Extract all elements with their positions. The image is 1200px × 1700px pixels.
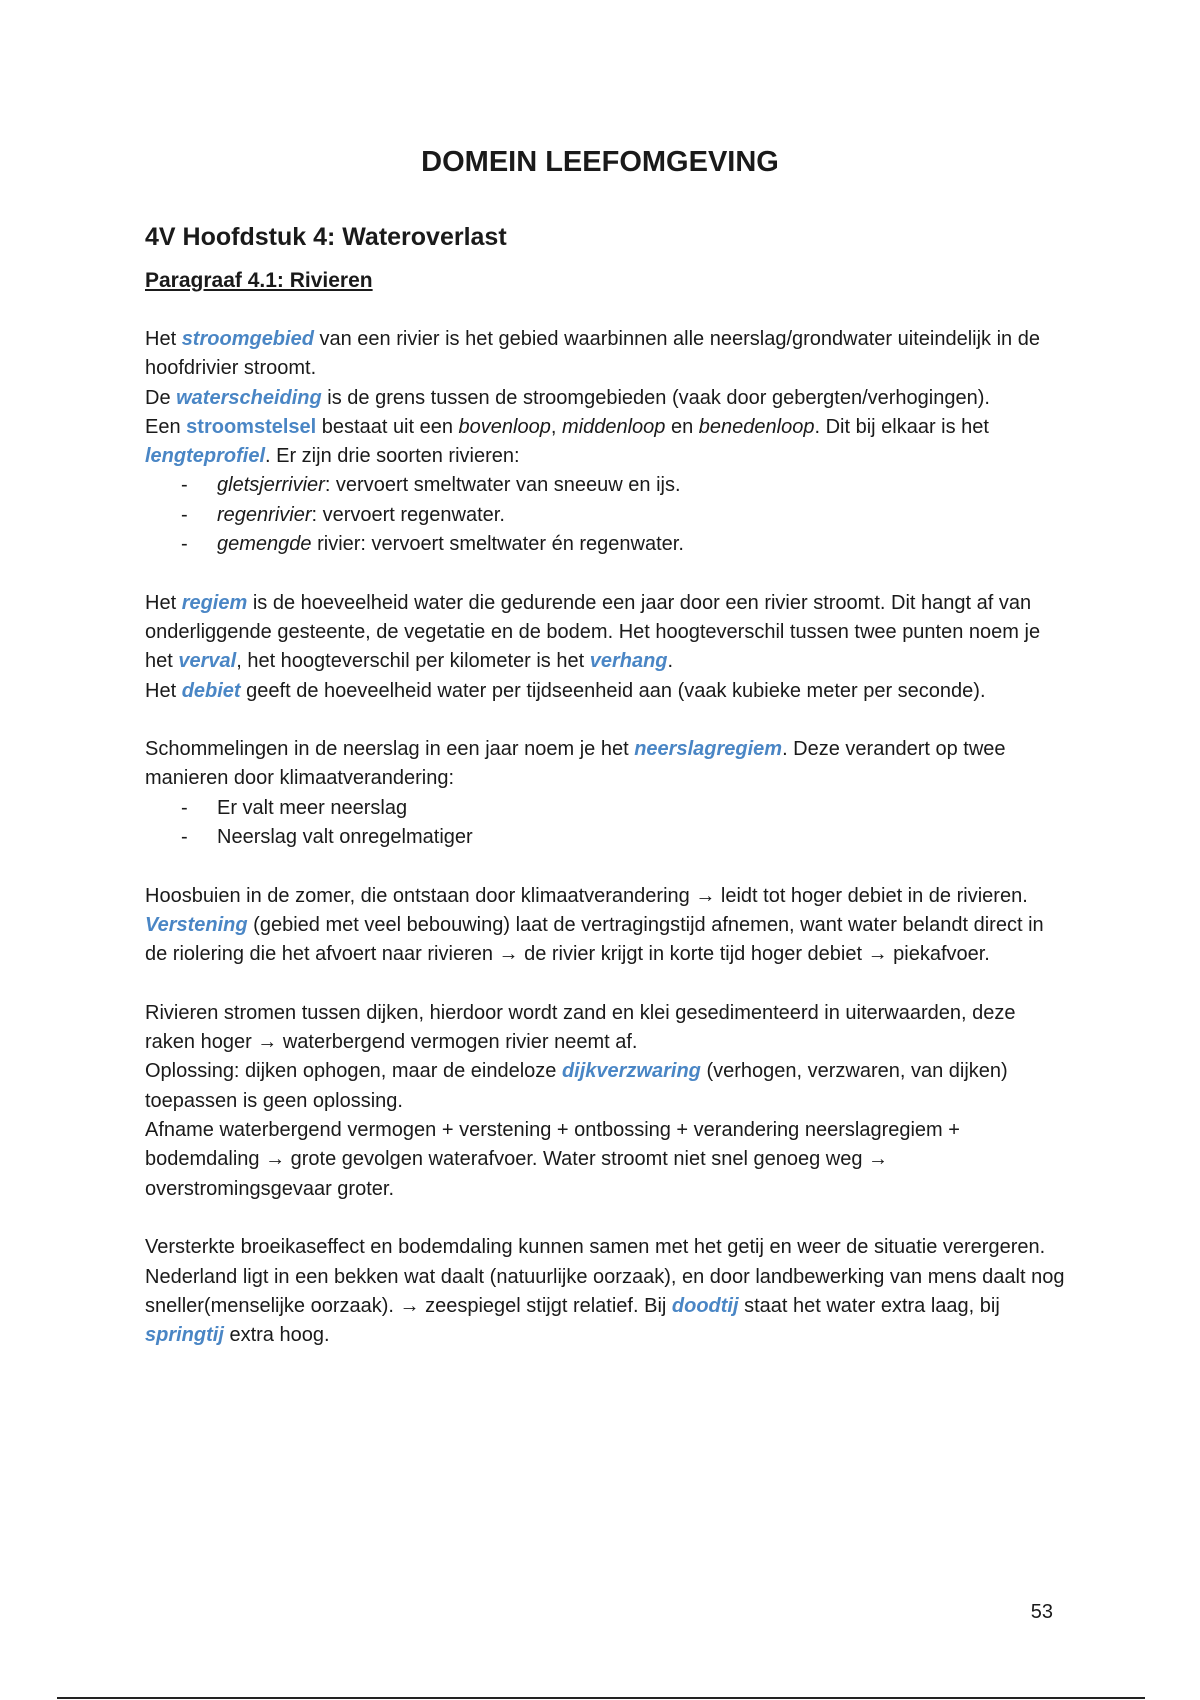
text: rivier: vervoert smeltwater én regenwater.: [311, 533, 684, 556]
text: Hoosbuien in de zomer, die ontstaan door klimaatverandering → leidt tot hoger debiet in de rivieren.: [145, 884, 1028, 907]
text: Oplossing: dijken ophogen, maar de eindeloze: [145, 1060, 562, 1083]
term-waterscheiding: waterscheiding: [176, 386, 322, 409]
paragraph-broeikaseffect: Versterkte broeikaseffect en bodemdaling kunnen samen met het getij en weer de situatie verergeren.: [145, 1236, 1046, 1259]
text: staat het water extra laag, bij: [738, 1294, 1000, 1317]
spacer: [145, 970, 1065, 999]
paragraph-regiem: [145, 589, 1065, 677]
emphasis: regenrivier: [217, 503, 312, 526]
text: .: [667, 650, 674, 673]
text: is de grens tussen de stroomgebieden (vaak door gebergten/verhogingen).: [321, 386, 990, 409]
emphasis: gemengde: [217, 533, 312, 556]
text: , het hoogteverschil per kilometer is het: [236, 650, 590, 673]
text: van een rivier is het gebied waarbinnen alle neerslag/grondwater uiteindelijk in de hoofdrivier stroomt.: [145, 328, 1040, 380]
text: bestaat uit een: [316, 415, 459, 438]
paragraph-getij: [145, 1263, 1065, 1351]
text: . Deze verandert op twee manieren door klimaatverandering:: [145, 738, 1006, 790]
term-neerslagregiem: neerslagregiem: [634, 738, 783, 761]
term-springtij: springtij: [145, 1324, 224, 1347]
page-number: 53: [1030, 1601, 1053, 1623]
chapter-title: 4V Hoofdstuk 4: Wateroverlast: [145, 223, 507, 251]
paragraph-afname: Afname waterbergend vermogen + verstening + ontbossing + verandering neerslagregiem + bodemdaling → grote gevolgen waterafvoer. Water stroomt niet snel genoeg weg → overstromingsgevaar groter.: [145, 1119, 960, 1200]
climate-change-list: [145, 794, 1065, 853]
text: ,: [550, 415, 562, 438]
text: De: [145, 386, 177, 409]
text: is de hoeveelheid water die gedurende een jaar door een rivier stroomt. Dit hangt af van onderliggende gesteente, de vegetatie en de bodem. Het hoogteverschil tussen twee punten noem je het: [145, 591, 1041, 673]
bottom-divider: [57, 1697, 1145, 1699]
term-stroomstelsel: stroomstelsel: [186, 415, 317, 438]
term-doodtij: doodtij: [671, 1294, 739, 1317]
text: Het: [145, 679, 182, 702]
list-item: - Neerslag valt onregelmatiger: [145, 823, 1065, 852]
text: (verhogen, verzwaren, van dijken) toepassen is geen oplossing.: [145, 1060, 1008, 1112]
text: (gebied met veel bebouwing) laat de vertragingstijd afnemen, want water belandt direct in de riolering die het afvoert naar rivieren → de rivier krijgt in korte tijd hoger debiet → piekafvoer.: [145, 913, 1044, 966]
term-verval: verval: [178, 650, 237, 673]
list-item: [145, 501, 1065, 530]
term-verhang: verhang: [589, 650, 668, 673]
term-dijkverzwaring: dijkverzwaring: [561, 1060, 701, 1083]
spacer: [145, 1204, 1065, 1233]
paragraph-waterscheiding: [145, 384, 1065, 413]
emphasis-middenloop: middenloop: [561, 415, 666, 438]
river-types-list: [145, 471, 1065, 559]
document-body: [145, 325, 1065, 1350]
paragraph-stroomgebied: [145, 325, 1065, 384]
paragraph-dijkverzwaring: [145, 1057, 1065, 1116]
paragraph-uiterwaarden: Rivieren stromen tussen dijken, hierdoor wordt zand en klei gesedimenteerd in uiterwaarden, deze raken hoger → waterbergend vermogen rivier neemt af.: [145, 1001, 1016, 1054]
paragraph-verstening: [145, 882, 1065, 970]
term-verstening: Verstening: [145, 913, 248, 936]
term-regiem: regiem: [181, 591, 248, 614]
page-title: DOMEIN LEEFOMGEVING: [421, 146, 779, 178]
emphasis-benedenloop: benedenloop: [698, 415, 815, 438]
text: : vervoert regenwater.: [311, 503, 505, 526]
text: Het: [145, 328, 182, 350]
list-item: - Er valt meer neerslag: [145, 794, 1065, 823]
emphasis: gletsjerrivier: [217, 474, 325, 497]
text: . Dit bij elkaar is het: [814, 415, 989, 438]
emphasis-bovenloop: bovenloop: [458, 415, 551, 438]
text: Nederland ligt in een bekken wat daalt (natuurlijke oorzaak), en door landbewerking van mens daalt nog sneller(menselijke oorzaak). → zeespiegel stijgt relatief. Bij: [145, 1265, 1065, 1317]
list-item: [145, 471, 1065, 500]
text: . Er zijn drie soorten rivieren:: [265, 445, 520, 468]
spacer: [145, 852, 1065, 881]
text: Een: [145, 415, 187, 438]
text: : vervoert smeltwater van sneeuw en ijs.: [324, 474, 681, 497]
spacer: [145, 706, 1065, 735]
list-item: [145, 530, 1065, 559]
text: geeft de hoeveelheid water per tijdseenheid aan (vaak kubieke meter per seconde).: [240, 679, 986, 702]
paragraph-stroomstelsel: [145, 413, 1065, 472]
text: en: [665, 415, 699, 438]
paragraph-neerslagregiem: [145, 735, 1065, 794]
spacer: [145, 559, 1065, 588]
term-debiet: debiet: [181, 679, 241, 702]
term-stroomgebied: stroomgebied: [181, 328, 314, 350]
text: Het: [145, 591, 182, 614]
text: Schommelingen in de neerslag in een jaar noem je het: [145, 738, 635, 761]
paragraph-debiet: [145, 677, 1065, 706]
term-lengteprofiel: lengteprofiel: [145, 445, 266, 468]
text: extra hoog.: [223, 1324, 330, 1347]
section-title: Paragraaf 4.1: Rivieren: [145, 269, 373, 292]
